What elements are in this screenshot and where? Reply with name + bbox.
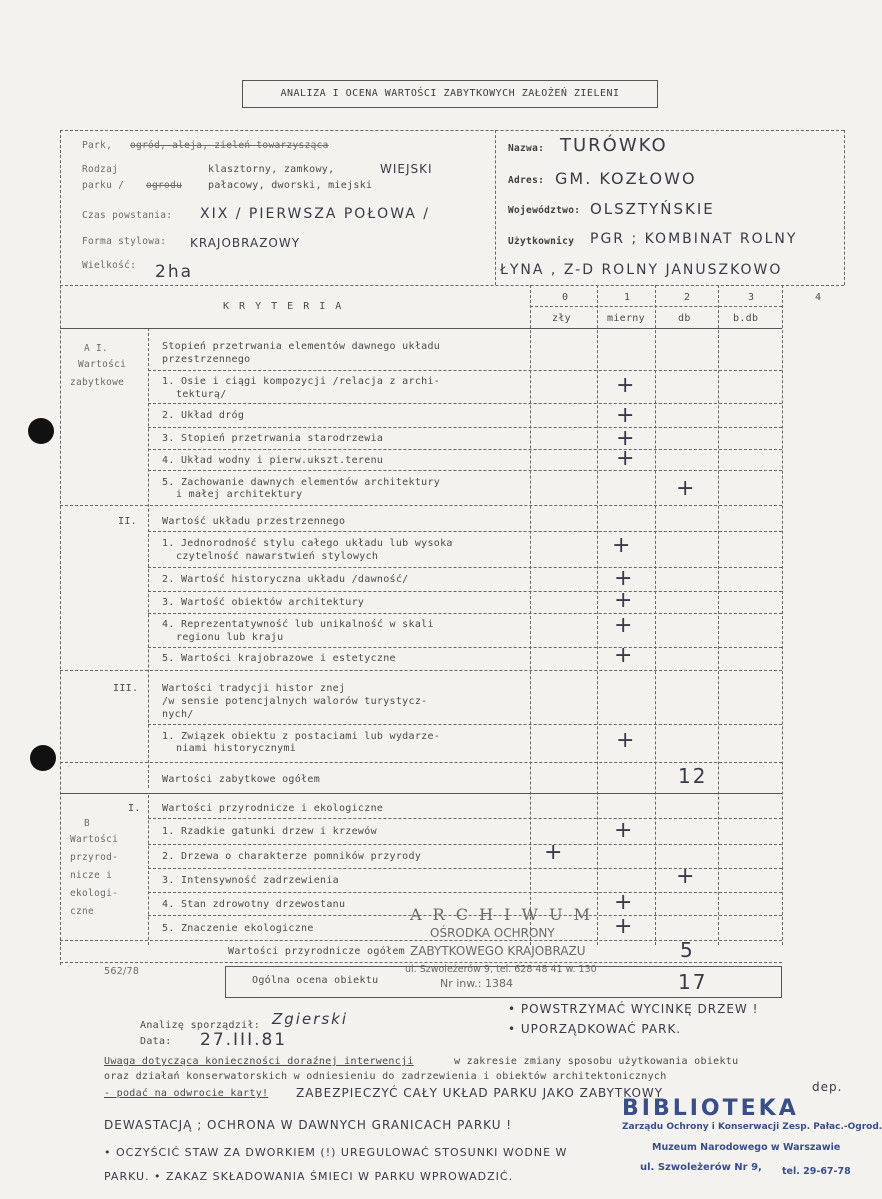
nazwa-value: TURÓWKO [560,135,668,156]
a-total-label: Wartości zabytkowe ogółem [162,774,321,785]
form-right-border [844,130,845,285]
section-a-sub1: Wartości [78,359,127,370]
archive-stamp-line2: OŚRODKA OCHRONY [430,926,555,940]
handwritten-1: ZABEZPIECZYĆ CAŁY UKŁAD PARKU JAKO ZABYTKOWY [296,1086,664,1100]
rodzaj-options-2: pałacowy, dworski, miejski [208,180,373,191]
group-line [60,505,782,506]
note-2: • UPORZĄDKOWAĆ PARK. [508,1022,682,1036]
rodzaj-options-1: klasztorny, zamkowy, [208,164,335,175]
mark-plus: + [614,818,633,843]
score-1: 1 [624,292,631,303]
handwritten-4: PARKU. • ZAKAZ SKŁADOWANIA ŚMIECI W PARKU WPROWADZIĆ. [104,1170,514,1183]
col-line-1 [530,285,531,945]
mark-plus: + [614,643,633,668]
a3-item1-l2: niami historycznymi [176,743,297,754]
row-line [148,531,782,532]
uzytk-value-1: PGR ; KOMBINAT ROLNY [590,231,798,247]
a2-item2: 2. Wartość historyczna układu /dawność/ [162,574,409,585]
row-line [148,470,782,471]
mark-plus: + [616,446,635,471]
uwaga-line3: - podać na odwrocie karty! [104,1088,269,1099]
col-line-4 [718,285,719,945]
row-line [148,449,782,450]
section-a-label: A I. [84,343,109,354]
score-4: 4 [815,292,822,303]
a2-item4-l2: regionu lub kraju [176,632,284,643]
group2-title: Wartość układu przestrzennego [162,516,346,527]
library-stamp-line1: BIBLIOTEKA [622,1096,799,1121]
rodzaj-label: Rodzaj [82,164,119,175]
margin-note: 562/78 [104,966,140,977]
library-stamp-line3: Muzeum Narodowego w Warszawie [652,1142,841,1153]
group1-title-2: przestrzennego [162,354,251,365]
czas-label: Czas powstania: [82,210,173,221]
document-title: ANALIZA I OCENA WARTOŚCI ZABYTKOWYCH ZAŁOŻEŃ ZIELENI [280,88,620,99]
row-line [148,427,782,428]
a1-item3: 3. Stopień przetrwania starodrzewia [162,433,384,444]
b-total-label: Wartości przyrodnicze ogółem [228,946,405,957]
park-struck-options: ogród, aleja, zieleń towarzysząca [130,140,329,151]
a2-item1-l1: 1. Jednorodność stylu całego układu lub wysoka [162,538,453,549]
group-line [60,670,782,671]
header-divider [495,130,496,285]
form-left-border [60,130,61,965]
word-2: db [678,313,691,324]
mark-plus: + [616,403,635,428]
mark-plus: + [614,890,633,915]
section-divider [148,328,149,788]
word-3: b.db [733,313,759,324]
group3-title-3: nych/ [162,709,194,720]
group-line [60,762,782,763]
park-label: Park, [82,140,113,151]
a1-item5-l1: 5. Zachowanie dawnych elementów architektury [162,477,441,488]
parku-label: parku / [82,180,125,191]
ogrodu-struck: ogrodu [146,180,183,191]
forma-value: KRAJOBRAZOWY [190,236,301,250]
a1-item1-l1: 1. Osie i ciągi kompozycji /relacja z archi- [162,376,441,387]
data-value: 27.III.81 [200,1030,288,1050]
mark-plus: + [614,588,633,613]
mark-plus: + [676,864,695,889]
section-b-sub2: przyrod- [70,852,119,863]
section-b-num: I. [128,803,141,814]
group-line [60,940,782,941]
archive-stamp-line3: ZABYTKOWEGO KRAJOBRAZU [410,944,586,958]
group3-num: III. [113,683,139,694]
score-3: 3 [748,292,755,303]
analize-value: Zgierski [272,1010,349,1028]
col-line-5 [782,285,783,945]
library-stamp-line4: ul. Szwoleżerów Nr 9, [640,1162,762,1173]
section-a-sub2: zabytkowe [70,377,125,388]
overall-label: Ogólna ocena obiektu [252,975,379,986]
uwaga-rest: w zakresie zmiany sposobu użytkowania obiektu [454,1056,739,1067]
mark-plus: + [614,613,633,638]
group1-title-1: Stopień przetrwania elementów dawnego układu [162,341,441,352]
b-item3: 3. Intensywność zadrzewienia [162,875,339,886]
b-item5: 5. Znaczenie ekologiczne [162,923,314,934]
mark-plus: + [616,373,635,398]
note-1: • POWSTRZYMAĆ WYCINKĘ DRZEW ! [508,1002,759,1016]
adres-label: Adres: [508,175,545,186]
adres-value: GM. KOZŁOWO [555,169,697,188]
czas-value: XIX / PIERWSZA POŁOWA / [200,206,431,222]
b-item2: 2. Drzewa o charakterze pomników przyrody [162,851,422,862]
a3-item1-l1: 1. Związek obiektu z postaciami lub wydarze- [162,731,441,742]
a2-item1-l2: czytelność nawarstwień stylowych [176,551,379,562]
col-line-3 [655,285,656,945]
uwaga-underlined: Uwaga dotycząca konieczności doraźnej interwencji [104,1056,414,1067]
forma-label: Forma stylowa: [82,236,167,247]
wielkosc-value: 2ha [155,262,194,282]
word-1: mierny [607,313,645,324]
mark-plus: + [676,476,695,501]
b-item4: 4. Stan zdrowotny drzewostanu [162,899,346,910]
mark-plus: + [616,426,635,451]
a1-item4: 4. Układ wodny i pierw.ukszt.terenu [162,455,384,466]
row-line [148,567,782,568]
a-total-value: 12 [678,764,708,788]
score-2: 2 [684,292,691,303]
section-b-title: Wartości przyrodnicze i ekologiczne [162,803,384,814]
uzytk-label: Użytkownicy [508,236,575,247]
library-stamp-line5: tel. 29-67-78 [782,1166,851,1177]
row-line [148,818,782,819]
woj-value: OLSZTYŃSKIE [590,200,715,218]
overall-value: 17 [678,970,708,994]
uwaga-line2: oraz działań konserwatorskich w odniesieniu do zadrzewienia i obiektów architektonicznych [104,1071,667,1082]
mark-plus: + [614,566,633,591]
row-line [148,892,782,893]
section-b-sub1: Wartości [70,834,119,845]
criteria-label: K R Y T E R I A [223,301,344,312]
row-line [148,647,782,648]
group3-title-1: Wartości tradycji histor znej [162,683,346,694]
mark-plus: + [616,728,635,753]
archive-stamp-line5: Nr inw.: 1384 [440,977,513,990]
archive-stamp-line1: A R C H I W U M [410,905,594,924]
rodzaj-value: WIEJSKI [380,162,433,176]
form-top-border [60,130,844,131]
wielkosc-label: Wielkość: [82,260,137,271]
section-line [60,793,782,794]
row-line [148,724,782,725]
handwritten-1b: dep. [812,1080,843,1094]
a1-item2: 2. Układ dróg [162,410,245,421]
b-item1: 1. Rzadkie gatunki drzew i krzewów [162,826,377,837]
a2-item3: 3. Wartość obiektów architektury [162,597,365,608]
document-title-box [242,80,658,108]
col-line-2 [597,285,598,945]
punch-hole-bottom [30,745,56,771]
score-0: 0 [562,292,569,303]
header-bottom [60,285,844,286]
row-line [148,403,782,404]
a1-item1-l2: tekturą/ [176,389,227,400]
punch-hole-top [28,418,54,444]
handwritten-3: • OCZYŚCIĆ STAW ZA DWORKIEM (!) UREGULOWAĆ STOSUNKI WODNE W [104,1146,568,1159]
library-stamp-line2: Zarządu Ochrony i Konserwacji Zesp. Pałac.-Ogrod. [622,1122,882,1132]
row-line [148,370,782,371]
section-b-sub5: czne [70,906,95,917]
mark-plus: + [614,914,633,939]
group2-num: II. [118,516,137,527]
uzytk-value-2: ŁYNA , Z-D ROLNY JANUSZKOWO [500,262,783,278]
criteria-head-mid [530,306,782,307]
b-total-line [60,962,782,963]
criteria-head-bottom [60,328,782,329]
section-b-label: B [84,818,91,829]
a2-item5: 5. Wartości krajobrazowe i estetyczne [162,653,396,664]
analize-label: Analizę sporządził: [140,1020,261,1031]
word-0: zły [552,313,571,324]
group3-title-2: /w sensie potencjalnych walorów turystycz- [162,696,428,707]
a1-item5-l2: i małej architektury [176,489,303,500]
section-b-sub3: nicze i [70,870,113,881]
nazwa-label: Nazwa: [508,143,545,154]
data-label: Data: [140,1036,172,1047]
handwritten-2: DEWASTACJĄ ; OCHRONA W DAWNYCH GRANICACH PARKU ! [104,1118,513,1132]
a2-item4-l1: 4. Reprezentatywność lub unikalność w skali [162,619,434,630]
archive-stamp-line4: ul. Szwoleżerów 9, tel. 628 48 41 w. 130 [405,964,597,975]
mark-plus: + [544,840,563,865]
row-line [148,591,782,592]
mark-plus: + [612,533,631,558]
woj-label: Województwo: [508,205,581,216]
row-line [148,613,782,614]
row-line [148,844,782,845]
b-total-value: 5 [680,938,695,962]
section-b-sub4: ekologi- [70,888,119,899]
